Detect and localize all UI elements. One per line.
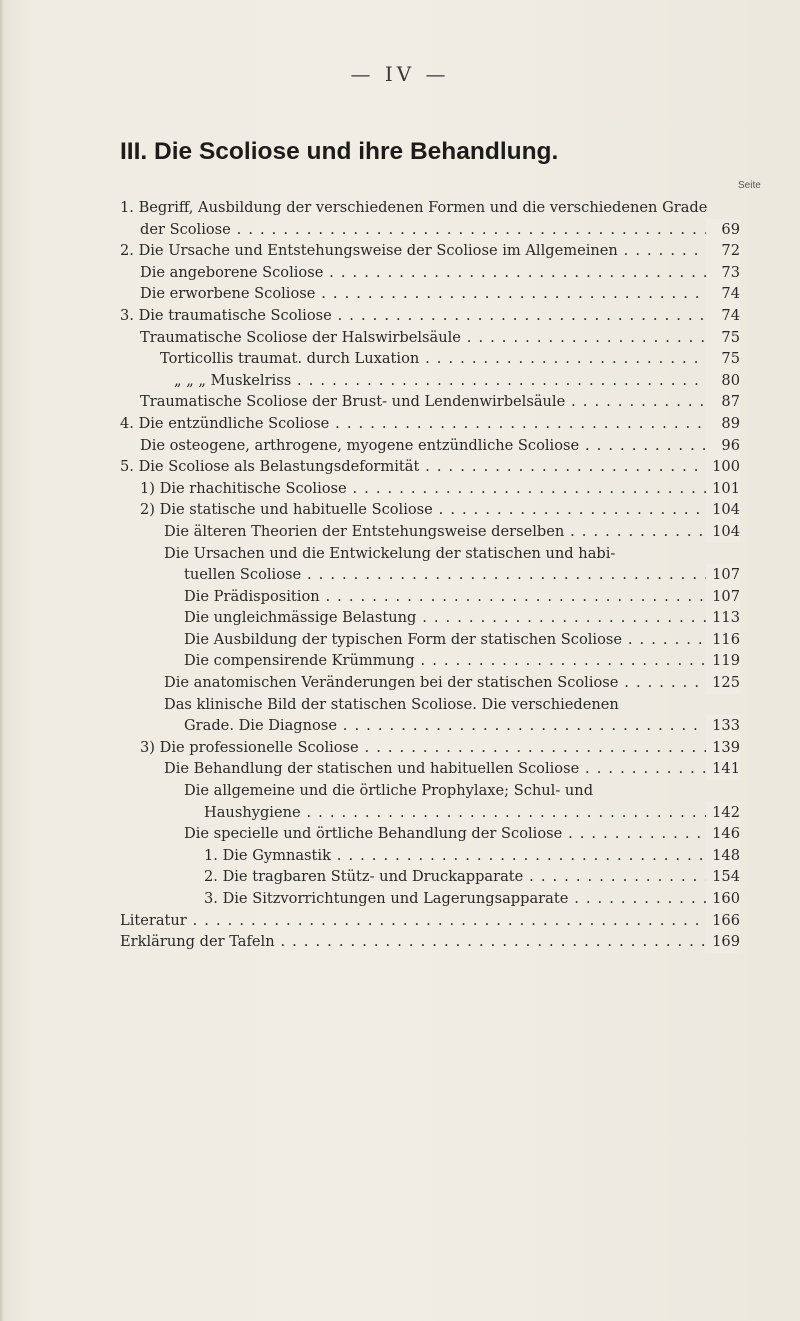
toc-entry-text: Die Ausbildung der typischen Form der statischen Scoliose . . . [184,629,706,651]
toc-entry-text: 4. Die entzündliche Scoliose . . . [120,413,706,435]
toc-entry-text: Die ungleichmässige Belastung . . . [184,607,706,629]
toc-entry [120,370,740,392]
toc-entry [120,780,740,802]
toc-entry-page-number: 74 [706,283,740,305]
toc-entry [120,499,740,521]
toc-entry [120,456,740,478]
toc-entry-text: Das klinische Bild der statischen Scoliose. Die verschiedenen [164,695,619,713]
toc-entry-page-number: 113 [706,607,740,629]
toc-entry-page-number: 104 [706,499,740,521]
toc-entry-page-number: 100 [706,456,740,478]
toc-entry-page-number: 141 [706,758,740,780]
toc-entry [120,931,740,953]
section-title: III. Die Scoliose und ihre Behandlung. [120,138,559,165]
toc-entry [120,650,740,672]
toc-entry [120,543,740,565]
toc-entry-text: Grade. Die Diagnose . . . [184,715,706,737]
toc-entry [120,305,740,327]
toc-entry [120,586,740,608]
toc-entry [120,219,740,241]
toc-entry-text: Die Behandlung der statischen und habituellen Scoliose . . . [164,758,706,780]
toc-entry-page-number: 142 [706,802,740,824]
toc-entry-text: Die allgemeine und die örtliche Prophylaxe; Schul- und [184,782,594,800]
toc-entry-page-number: 125 [706,672,740,694]
toc-entry [120,866,740,888]
page-folio: — IV — [350,62,450,86]
toc-entry-page-number: 104 [706,521,740,543]
toc-entry [120,478,740,500]
toc-entry [120,802,740,824]
toc-entry-page-number: 101 [706,478,740,500]
page-column-header: Seite [738,180,761,191]
toc-entry-page-number: 87 [706,391,740,413]
toc-entry-text: Die Ursachen und die Entwickelung der statischen und habi- [164,544,616,562]
toc-entry-text: Haushygiene . . . [204,802,706,824]
toc-entry [120,758,740,780]
toc-entry-text: der Scoliose . . . [140,219,706,241]
toc-entry [120,694,740,716]
toc-entry [120,413,740,435]
toc-entry-text: Traumatische Scoliose der Halswirbelsäule . . . [140,327,706,349]
toc-entry-text: 3. Die Sitzvorrichtungen und Lagerungsapparate . . . [204,888,706,910]
toc-entry-text: tuellen Scoliose . . . [184,564,706,586]
toc-entry [120,283,740,305]
toc-entry-page-number: 119 [706,650,740,672]
toc-entry-page-number: 74 [706,305,740,327]
toc-entry [120,262,740,284]
toc-entry-page-number: 160 [706,888,740,910]
toc-entry-page-number: 148 [706,845,740,867]
toc-entry-text: „ „ „ Muskelriss . . . [174,370,706,392]
toc-entry-text: Die anatomischen Veränderungen bei der statischen Scoliose . . . [164,672,706,694]
toc-entry-page-number: 96 [706,435,740,457]
toc-entry-text: Die erworbene Scoliose . . . [140,283,706,305]
toc-entry-page-number: 166 [706,910,740,932]
toc-entry [120,715,740,737]
toc-entry-text: Die älteren Theorien der Entstehungsweise derselben . . . [164,521,706,543]
toc-entry-text: 1. Begriff, Ausbildung der verschiedenen Formen und die verschiedenen Grade [120,199,708,216]
toc-entry-page-number: 80 [706,370,740,392]
toc-entry-text: 2. Die Ursache und Entstehungsweise der Scoliose im Allgemeinen . . . [120,240,706,262]
toc-entry-page-number: 146 [706,823,740,845]
toc-entry-text: 3) Die professionelle Scoliose . . . [140,737,706,759]
toc-entry [120,823,740,845]
toc-entry [120,197,740,219]
toc-entry-page-number: 139 [706,737,740,759]
table-of-contents [120,197,740,953]
toc-entry-page-number: 89 [706,413,740,435]
toc-entry-text: Torticollis traumat. durch Luxation . . . [160,348,706,370]
toc-entry-text: 5. Die Scoliose als Belastungsdeformität . . . [120,456,706,478]
toc-entry-text: Die compensirende Krümmung . . . [184,650,706,672]
toc-entry-page-number: 154 [706,866,740,888]
toc-entry [120,348,740,370]
toc-entry-page-number: 75 [706,327,740,349]
toc-entry [120,910,740,932]
toc-entry-text: Die Prädisposition . . . [184,586,706,608]
toc-entry-text: Die osteogene, arthrogene, myogene entzündliche Scoliose . . . [140,435,706,457]
toc-entry [120,629,740,651]
toc-entry [120,435,740,457]
toc-entry-page-number: 133 [706,715,740,737]
toc-entry-text: Traumatische Scoliose der Brust- und Lendenwirbelsäule . . . [140,391,706,413]
toc-entry [120,607,740,629]
toc-entry-page-number: 116 [706,629,740,651]
toc-entry-page-number: 75 [706,348,740,370]
toc-entry-text: 1) Die rhachitische Scoliose . . . [140,478,706,500]
toc-entry-page-number: 69 [706,219,740,241]
toc-entry [120,845,740,867]
toc-entry [120,564,740,586]
toc-entry-page-number: 169 [706,931,740,953]
toc-entry-text: 1. Die Gymnastik . . . [204,845,706,867]
toc-entry-text: Die specielle und örtliche Behandlung der Scoliose . . . [184,823,706,845]
toc-entry-text: 2) Die statische und habituelle Scoliose . . . [140,499,706,521]
toc-entry [120,327,740,349]
toc-entry-page-number: 107 [706,586,740,608]
toc-entry-page-number: 107 [706,564,740,586]
toc-entry [120,391,740,413]
toc-entry [120,240,740,262]
toc-entry-text: Die angeborene Scoliose . . . [140,262,706,284]
toc-entry [120,521,740,543]
toc-entry-text: Literatur . . . [120,910,706,932]
toc-entry-text: Erklärung der Tafeln . . . [120,931,706,953]
page-edge-shadow [0,0,4,1321]
toc-entry-text: 3. Die traumatische Scoliose . . . [120,305,706,327]
toc-entry [120,888,740,910]
toc-entry [120,737,740,759]
toc-entry-page-number: 73 [706,262,740,284]
toc-entry-page-number: 72 [706,240,740,262]
toc-entry [120,672,740,694]
toc-entry-text: 2. Die tragbaren Stütz- und Druckapparate . . . [204,866,706,888]
